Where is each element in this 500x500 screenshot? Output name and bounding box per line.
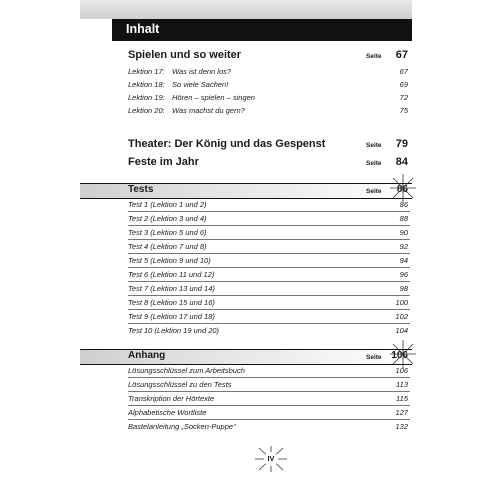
- lesson-label: Lektion 17:: [128, 67, 165, 76]
- lesson-page: 69: [399, 80, 408, 89]
- lesson-title: Was ist denn los?: [172, 67, 232, 76]
- section-title: Feste im Jahr: [128, 156, 199, 168]
- section-page: 67: [395, 49, 408, 61]
- divider: [128, 267, 410, 268]
- section-title: Spielen und so weiter: [128, 49, 242, 61]
- divider: [128, 391, 410, 392]
- appendix-page: 113: [396, 380, 408, 389]
- divider: [128, 225, 410, 226]
- seite-label: Seite: [366, 160, 382, 167]
- test-label: Test 8 (Lektion 15 und 16): [128, 298, 215, 307]
- appendix-page: 115: [396, 394, 408, 403]
- appendix-page: 127: [395, 408, 408, 417]
- divider: [128, 295, 410, 296]
- divider: [128, 253, 410, 254]
- test-page: 104: [395, 326, 408, 335]
- divider: [128, 211, 410, 212]
- divider: [128, 239, 410, 240]
- test-label: Test 4 (Lektion 7 und 8): [128, 242, 207, 251]
- test-label: Test 10 (Lektion 19 und 20): [128, 326, 220, 335]
- divider: [128, 419, 410, 420]
- divider: [128, 377, 410, 378]
- sparkle-icon: [388, 340, 418, 368]
- appendix-label: Transkription der Hörtexte: [128, 394, 215, 403]
- test-page: 94: [399, 256, 408, 265]
- test-label: Test 3 (Lektion 5 und 6): [128, 228, 207, 237]
- top-gradient-bar: [80, 0, 412, 19]
- test-label: Test 5 (Lektion 9 und 10): [128, 256, 211, 265]
- test-page: 88: [399, 214, 408, 223]
- section-page: 84: [395, 156, 408, 168]
- test-page: 96: [399, 270, 408, 279]
- divider: [128, 405, 410, 406]
- test-page: 86: [399, 200, 408, 209]
- test-label: Test 7 (Lektion 13 und 14): [128, 284, 215, 293]
- divider: [128, 281, 410, 282]
- section-title: Anhang: [128, 350, 166, 361]
- section-page: 79: [395, 138, 408, 150]
- divider: [128, 309, 410, 310]
- lesson-title: Was machst du gern?: [172, 106, 245, 115]
- appendix-label: Lösungsschlüssel zum Arbeitsbuch: [128, 366, 245, 375]
- test-page: 102: [395, 312, 408, 321]
- appendix-label: Bastelanleitung „Socken-Puppe“: [128, 422, 236, 431]
- seite-label: Seite: [366, 53, 382, 60]
- sparkle-icon: [388, 174, 418, 202]
- lesson-label: Lektion 18:: [128, 80, 165, 89]
- test-label: Test 1 (Lektion 1 und 2): [128, 200, 207, 209]
- section-title: Theater: Der König und das Gespenst: [128, 138, 326, 150]
- lesson-title: Hören – spielen – singen: [172, 93, 255, 102]
- divider: [128, 323, 410, 324]
- test-page: 92: [399, 242, 408, 251]
- appendix-label: Lösungsschlüssel zu den Tests: [128, 380, 232, 389]
- lesson-page: 72: [399, 93, 408, 102]
- test-label: Test 2 (Lektion 3 und 4): [128, 214, 207, 223]
- section-band-tests: [80, 183, 412, 199]
- test-label: Test 9 (Lektion 17 und 18): [128, 312, 215, 321]
- appendix-page: 106: [395, 366, 408, 375]
- lesson-page: 67: [399, 67, 408, 76]
- appendix-page: 132: [395, 422, 408, 431]
- section-band-anhang: [80, 349, 412, 365]
- test-page: 98: [399, 284, 408, 293]
- lesson-label: Lektion 19:: [128, 93, 165, 102]
- section-title: Tests: [128, 184, 154, 195]
- footer-page-number: IV: [267, 454, 275, 463]
- seite-label: Seite: [366, 142, 382, 149]
- seite-label: Seite: [366, 354, 382, 361]
- test-label: Test 6 (Lektion 11 und 12): [128, 270, 215, 279]
- seite-label: Seite: [366, 188, 382, 195]
- page-title: Inhalt: [126, 22, 160, 36]
- lesson-label: Lektion 20:: [128, 106, 165, 115]
- lesson-page: 75: [399, 106, 408, 115]
- section-page: 106: [391, 350, 408, 361]
- test-page: 100: [395, 298, 408, 307]
- test-page: 90: [399, 228, 408, 237]
- lesson-title: So viele Sachen!: [172, 80, 229, 89]
- section-page: 86: [396, 184, 408, 195]
- contents-header: [112, 19, 412, 41]
- appendix-label: Alphabetische Wortliste: [128, 408, 207, 417]
